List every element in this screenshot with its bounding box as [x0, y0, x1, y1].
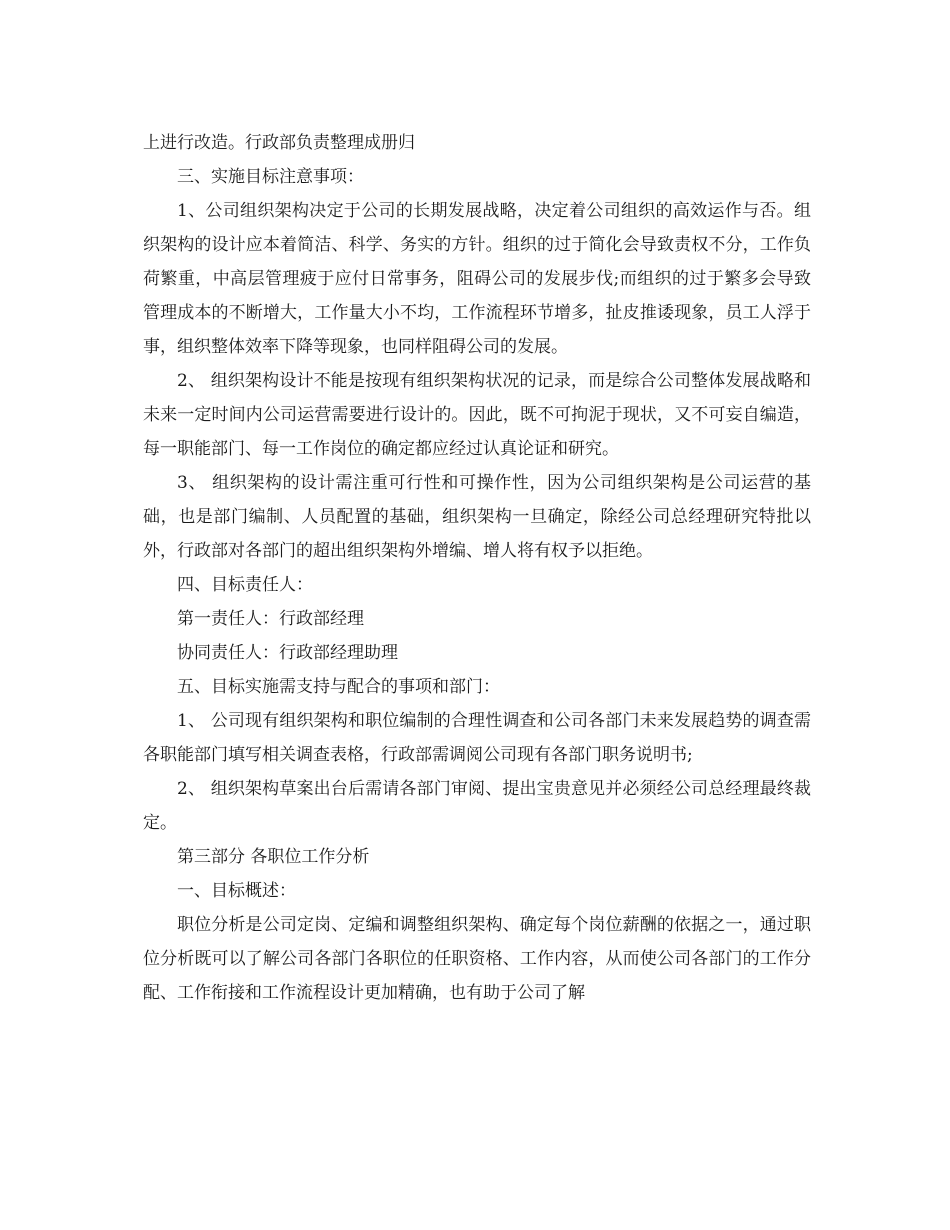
section-heading-notes: 三、实施目标注意事项：: [177, 167, 364, 187]
paragraph-note-1: 1、公司组织架构决定于公司的长期发展战略，决定着公司组织的高效运作与否。组织架构的设计应本着简洁、科学、务实的方针。组织的过于简化会导致责权不分，工作负荷繁重，中高层管理疲于应付日常事务，阻碍公司的发展步伐;而组织的过于繁多会导致管理成本的不断增大，工作量大小不均，工作流程环节增多，扯皮推诿现象，员工人浮于事，组织整体效率下降等现象，也同样阻碍公司的发展。: [143, 201, 811, 357]
paragraph-note-2: 2、 组织架构设计不能是按现有组织架构状况的记录，而是综合公司整体发展战略和未来一定时间内公司运营需要进行设计的。因此，既不可拘泥于现状，又不可妄自编造，每一职能部门、每一工作岗位的确定都应经过认真论证和研究。: [143, 371, 811, 459]
section-heading-overview: 一、目标概述：: [177, 881, 296, 901]
part-heading-job-analysis: 第三部分 各职位工作分析: [177, 847, 370, 867]
paragraph-note-3: 3、 组织架构的设计需注重可行性和可操作性，因为公司组织架构是公司运营的基础，也是部门编制、人员配置的基础，组织架构一旦确定，除经公司总经理研究特批以外，行政部对各部门的超出组织架构外增编、增人将有权予以拒绝。: [143, 473, 811, 561]
paragraph-overview: 职位分析是公司定岗、定编和调整组织架构、确定每个岗位薪酬的依据之一，通过职位分析既可以了解公司各部门各职位的任职资格、工作内容，从而使公司各部门的工作分配、工作衔接和工作流程设计更加精确，也有助于公司了解: [143, 915, 811, 1003]
paragraph-support-1: 1、 公司现有组织架构和职位编制的合理性调查和公司各部门未来发展趋势的调查需各职能部门填写相关调查表格，行政部需调阅公司现有各部门职务说明书;: [143, 711, 811, 765]
section-heading-responsible: 四、目标责任人：: [177, 575, 313, 595]
paragraph-first-responsible: 第一责任人：行政部经理: [177, 609, 364, 629]
paragraph-co-responsible: 协同责任人：行政部经理助理: [177, 643, 398, 663]
section-heading-support: 五、目标实施需支持与配合的事项和部门：: [177, 677, 500, 697]
document-page: [143, 126, 811, 1010]
paragraph-support-2: 2、 组织架构草案出台后需请各部门审阅、提出宝贵意见并必须经公司总经理最终裁定。: [143, 779, 811, 833]
paragraph-continuation: 上进行改造。行政部负责整理成册归: [143, 133, 415, 153]
